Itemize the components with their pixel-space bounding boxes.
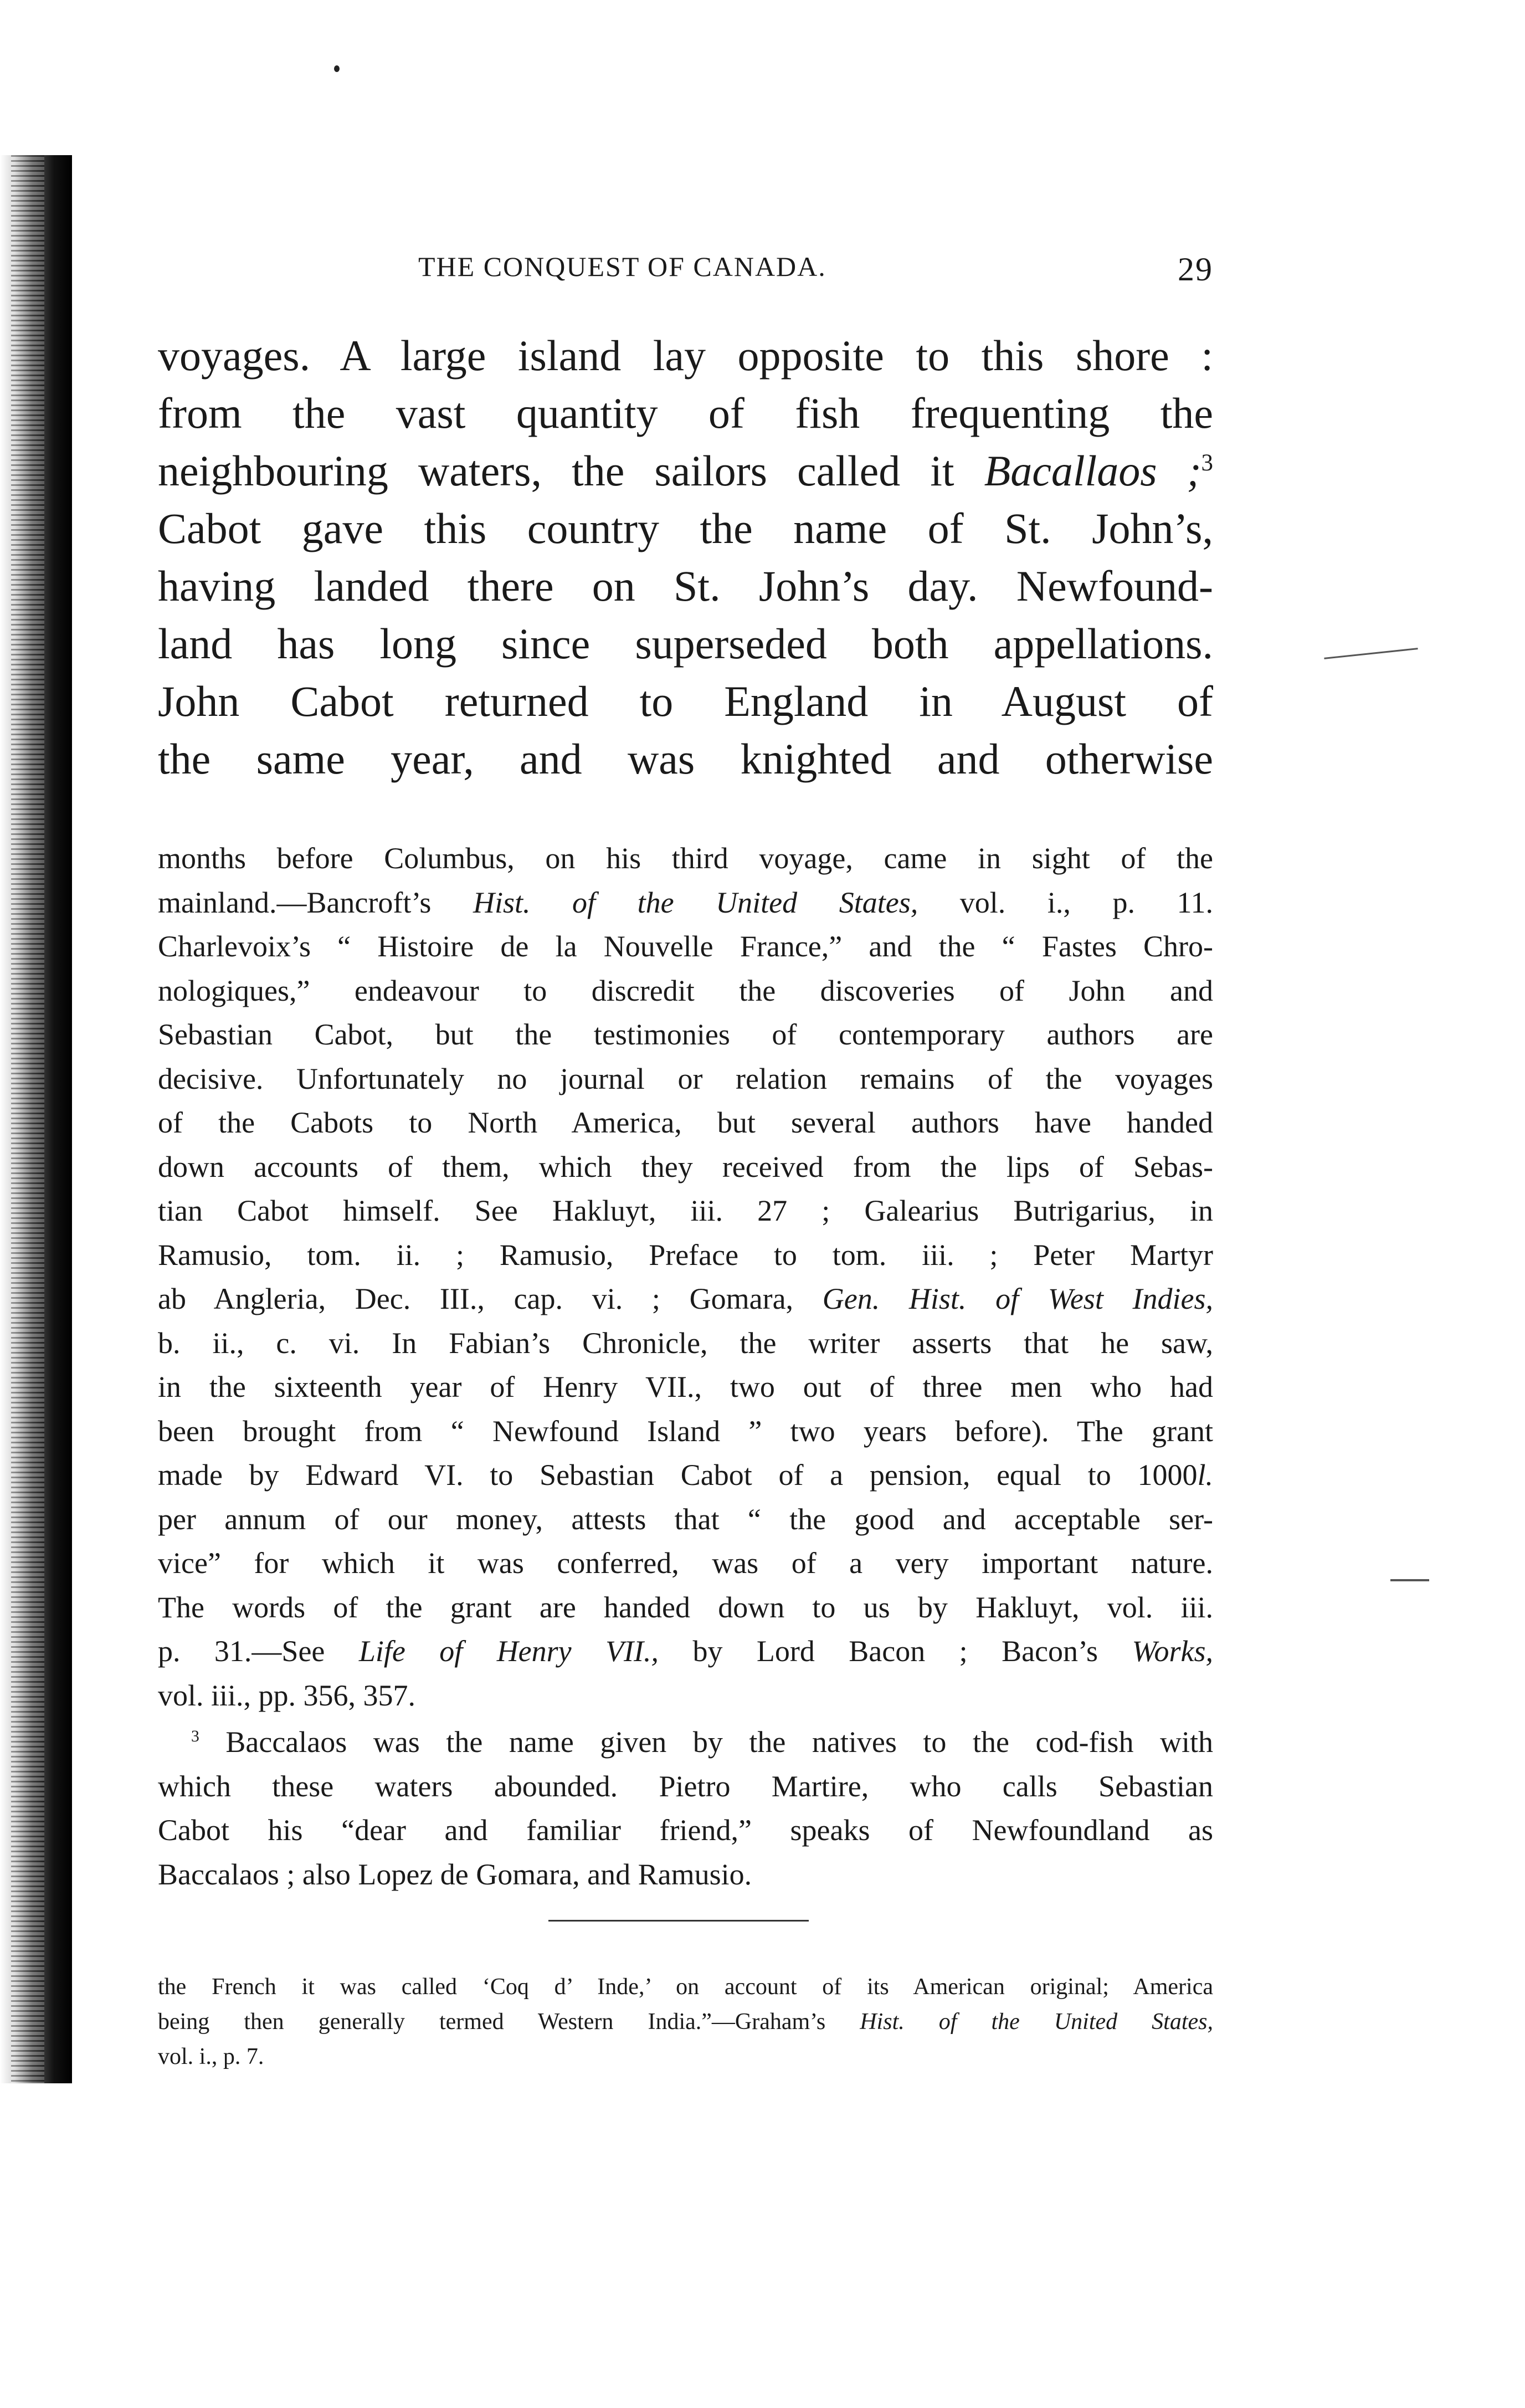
footnote-line: per annum of our money, attests that “ the good and acceptable ser- bbox=[158, 1502, 1213, 1536]
body-text-segment: neighbouring waters, the sailors called it bbox=[158, 447, 984, 495]
footnote-line bbox=[158, 1277, 1213, 1321]
speck-mark bbox=[334, 65, 340, 72]
body-line: John Cabot returned to England in August of bbox=[158, 677, 1213, 725]
footnote-line: of the Cabots to North America, but several authors have handed bbox=[158, 1106, 1213, 1139]
footnote-line: tian Cabot himself. See Hakluyt, iii. 27 ; Galearius Butrigarius, in bbox=[158, 1194, 1213, 1227]
footnote-text: vol. i., p. 11. bbox=[918, 885, 1214, 919]
footnote-line: in the sixteenth year of Henry VII., two out of three men who had bbox=[158, 1370, 1213, 1403]
footnote-line: nologiques,” endeavour to discredit the discoveries of John and bbox=[158, 974, 1213, 1007]
works-title: Works, bbox=[1132, 1635, 1213, 1668]
bacallaos-italic: Bacallaos ; bbox=[984, 447, 1201, 495]
page-number: 29 bbox=[1178, 251, 1213, 288]
running-title: THE CONQUEST OF CANADA. bbox=[418, 251, 826, 282]
note-line bbox=[158, 2005, 1213, 2040]
note-line: the French it was called ‘Coq d’ Inde,’ on account of its American original; America bbox=[158, 1974, 1213, 2000]
footnote-line: down accounts of them, which they received from the lips of Sebas- bbox=[158, 1150, 1213, 1183]
footnote-line: Baccalaos ; also Lopez de Gomara, and Ramusio. bbox=[158, 1857, 752, 1891]
note-line: vol. i., p. 7. bbox=[158, 2044, 264, 2069]
footnote-text: Baccalaos was the name given by the natives to the cod-fish with bbox=[199, 1725, 1213, 1759]
pound-abbrev: l. bbox=[1197, 1458, 1213, 1492]
pasted-note bbox=[158, 1970, 1213, 2074]
body-line: having landed there on St. John’s day. Newfound- bbox=[158, 562, 1213, 610]
footnote-line: which these waters abounded. Pietro Martire, who calls Sebastian bbox=[158, 1769, 1213, 1803]
margin-pencil-mark bbox=[1390, 1579, 1429, 1581]
footnote-line: Charlevoix’s “ Histoire de la Nouvelle France,” and the “ Fastes Chro- bbox=[158, 930, 1213, 963]
footnote-line bbox=[158, 1720, 1213, 1765]
margin-pencil-mark bbox=[1324, 648, 1418, 659]
footnote-line: months before Columbus, on his third voyage, came in sight of the bbox=[158, 842, 1213, 875]
footnote-line: Ramusio, tom. ii. ; Ramusio, Preface to tom. iii. ; Peter Martyr bbox=[158, 1238, 1213, 1272]
footnote-line: The words of the grant are handed down to us by Hakluyt, vol. iii. bbox=[158, 1590, 1213, 1624]
body-line: Cabot gave this country the name of St. John’s, bbox=[158, 504, 1213, 552]
main-paragraph bbox=[158, 327, 1213, 788]
footnote-line: vice” for which it was conferred, was of a very important nature. bbox=[158, 1546, 1213, 1580]
footnote-line: Sebastian Cabot, but the testimonies of contemporary authors are bbox=[158, 1018, 1213, 1051]
book-spine-texture bbox=[11, 155, 44, 2083]
footnote-text: mainland.—Bancroft’s bbox=[158, 885, 473, 919]
body-line: land has long since superseded both appellations. bbox=[158, 619, 1213, 668]
gomara-title: Gen. Hist. of West Indies, bbox=[822, 1282, 1213, 1315]
life-title: Life of Henry VII., bbox=[358, 1635, 659, 1668]
footnote-line bbox=[158, 1453, 1213, 1498]
footnote-ref-3: 3 bbox=[1201, 450, 1213, 476]
footnote-line bbox=[158, 1630, 1213, 1674]
footnote-line: vol. iii., pp. 356, 357. bbox=[158, 1678, 416, 1712]
body-line: the same year, and was knighted and otherwise bbox=[158, 735, 1213, 783]
note-text: being then generally termed Western India.”—Graham’s bbox=[158, 2009, 860, 2035]
footnote-text: p. 31.—See bbox=[158, 1635, 359, 1668]
body-line: voyages. A large island lay opposite to this shore : bbox=[158, 331, 1213, 380]
bancroft-title: Hist. of the United States, bbox=[473, 885, 918, 919]
footnote-line: decisive. Unfortunately no journal or relation remains of the voyages bbox=[158, 1062, 1213, 1095]
footnote-line: Cabot his “dear and familiar friend,” speaks of Newfoundland as bbox=[158, 1813, 1213, 1847]
body-line: from the vast quantity of fish frequenting the bbox=[158, 389, 1213, 437]
graham-title: Hist. of the United States, bbox=[860, 2009, 1213, 2035]
footnote-text: made by Edward VI. to Sebastian Cabot of a pension, equal to 1000 bbox=[158, 1458, 1198, 1492]
footnote-line: b. ii., c. vi. In Fabian’s Chronicle, the writer asserts that he saw, bbox=[158, 1326, 1213, 1360]
footnote-line bbox=[158, 881, 1213, 925]
separator-rule bbox=[548, 1920, 809, 1922]
footnote-marker: 3 bbox=[191, 1728, 199, 1745]
footnote-3 bbox=[158, 1720, 1213, 1897]
running-header bbox=[158, 250, 1213, 295]
footnote-text: ab Angleria, Dec. III., cap. vi. ; Gomara, bbox=[158, 1282, 823, 1315]
body-line bbox=[158, 442, 1213, 500]
footnote-line: been brought from “ Newfound Island ” two years before). The grant bbox=[158, 1414, 1213, 1448]
footnote-continuation bbox=[158, 837, 1213, 1718]
footnote-text: by Lord Bacon ; Bacon’s bbox=[659, 1635, 1132, 1668]
